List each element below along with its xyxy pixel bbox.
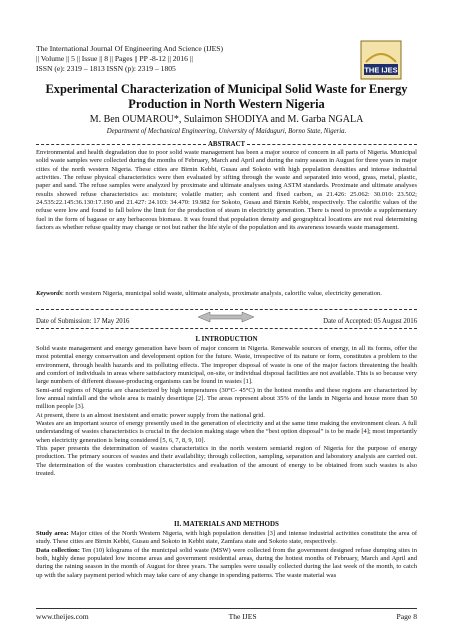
section-heading-introduction: I. INTRODUCTION <box>195 335 258 343</box>
footer-website: www.theijes.com <box>36 612 89 621</box>
dates-divider-bottom <box>36 328 417 329</box>
study-area-paragraph: Study area: Major cities of the North Western Nigeria, with high population densities [3] and intense industrial activities constitute the area of study. These cities are Birnin Kebbi, Gusau and Sokoto in Kebbi state, Zamfara state and Sokoto state, respectively. <box>36 530 417 546</box>
dates-divider-top <box>36 309 417 310</box>
section-heading-methods: II. MATERIALS AND METHODS <box>174 520 279 528</box>
abstract-label: ABSTRACT <box>208 140 246 148</box>
data-collection-label: Data collection: <box>36 546 80 554</box>
page-footer <box>36 612 417 621</box>
date-submission: Date of Submission: 17 May 2016 <box>36 318 130 325</box>
journal-logo-icon <box>360 40 402 80</box>
intro-paragraph: At present, there is an almost inexistent and erratic power supply from the national grid. <box>36 411 265 419</box>
submission-dates <box>36 318 417 325</box>
journal-issn: ISSN (e): 2319 – 1813 ISSN (p): 2319 – 1805 <box>36 64 176 73</box>
footer-journal: The IJES <box>228 612 257 621</box>
journal-header <box>36 44 336 74</box>
footer-divider <box>36 608 417 609</box>
data-collection-paragraph: Data collection: Ten (10) kilograms of the municipal solid waste (MSW) were collected from the government designed refuse dumping sites in both, highly dense populated low income areas and government residential areas, during the hottest months of February, March and April and during the raining season in the month of August for three years. The samples were usually collected during the last week of the month, to catch up with the salary payment period which may take care of any change in spending patterns. The waste material was <box>36 546 417 579</box>
footer-page-number: Page 8 <box>396 612 417 621</box>
study-area-label: Study area: <box>36 530 69 537</box>
intro-paragraph: Wastes are an important source of energy presently used in the generation of electricity and at the same time making the environment clean. A full understanding of wastes characteristics is crucial in the decision making stage when the “best option disposal” is to be made [4]; most importantly when electricity generation is being considered [5, 6, 7, 8, 9, 10]. <box>36 420 417 444</box>
logo-text: THE IJES <box>364 65 398 75</box>
keywords <box>36 290 417 298</box>
journal-volume: || Volume || 5 || Issue || 8 || Pages || PP -8-12 || 2016 || <box>36 54 193 63</box>
methods-body <box>36 530 417 580</box>
paper-affiliation: Department of Mechanical Engineering, University of Maiduguri, Borno State, Nigeria. <box>106 128 347 135</box>
keywords-label: Keywords <box>36 290 62 297</box>
date-accepted: Date of Accepted: 05 August 2016 <box>323 318 417 325</box>
intro-paragraph: This paper presents the determination of wastes characteristics in the north western semiarid region of Nigeria for the purpose of energy production. The primary sources of wastes and their availability; through collection, sampling, separation and laboratory analysis are carried out. The determination of the wastes combustion characteristics and evaluation of the amount of energy to be obtained from such wastes is also treated. <box>36 445 417 478</box>
intro-paragraph: Solid waste management and energy generation have been of major concern in Nigeria. Renewable sources of energy, in all its forms, offer the most potential energy conservation and development option for the future. Waste, irrespective of its nature or form, constitutes a problem to the environment, through health hazards and its polluting effects. The improper disposal of waste is one of the major factors threatening the health and comfort of individuals in areas where satisfactory municipal, on-site, or individual disposal facilities are not available. This is so because very large numbers of different disease-producing organisms can be found in wastes [1]. <box>36 345 417 386</box>
paper-title: Experimental Characterization of Municipal Solid Waste for Energy Production in North Western Nigeria <box>45 82 408 111</box>
introduction-body <box>36 345 417 479</box>
abstract-text: Environmental and health degradation due to poor solid waste management has been a major source of concern in all parts of Nigeria. Municipal solid waste samples were collected during the months of February, March and April and during the rainy season in August for three years in major cities of the north western Nigeria. These cities are Birnin Kebbi, Gusau and Sokoto with high population densities and intense industrial activities. The refuse physical characteristics were then evaluated by sifting through the waste and separated into wood, grass, metal, plastic, paper and sand. The refuse samples were analyzed by proximate and ultimate analyses using ASTM standards. Proximate and ultimate analyses results showed refuse characteristics as: moisture; volatile matter; ash content and fixed carbon, as 21.426: 25.062: 30.010: 23.502; 24.535:22.145:36.130:17.190 and 21.427: 24.103: 34.470: 19.982 for Sokoto, Gusau and Birnin Kebbi, respectively. The calorific values of the refuse were low and found to fall below the limit for the production of steam in electricity generation. There is need to provide a supplementary fuel in the form of bagasse or any herbaceous biomass. It was found that population density and geographical locations are not real determining factors as whether refuse quality may change or not but rather the life style of the population and its awareness towards waste management. <box>36 149 417 232</box>
abstract-divider <box>36 140 417 148</box>
paper-authors: M. Ben OUMAROU*, Sulaimon SHODIYA and M. Garba NGALA <box>89 114 364 125</box>
journal-logo <box>360 40 402 80</box>
intro-paragraph: Semi-arid regions of Nigeria are characterized by high temperatures (30°C- 45°C) in the hottest months and these regions are characterized by low annual rainfall and the whole area is mainly desertique [2]. The areas represent about 35% of the lands in Nigeria and house more than 50 million people [3]. <box>36 386 417 411</box>
journal-name: The International Journal Of Engineering And Science (IJES) <box>36 44 224 53</box>
keywords-text: : north western Nigeria, municipal solid waste, ultimate analysis, proximate analysis, calorific value, electricity generation. <box>62 290 382 297</box>
